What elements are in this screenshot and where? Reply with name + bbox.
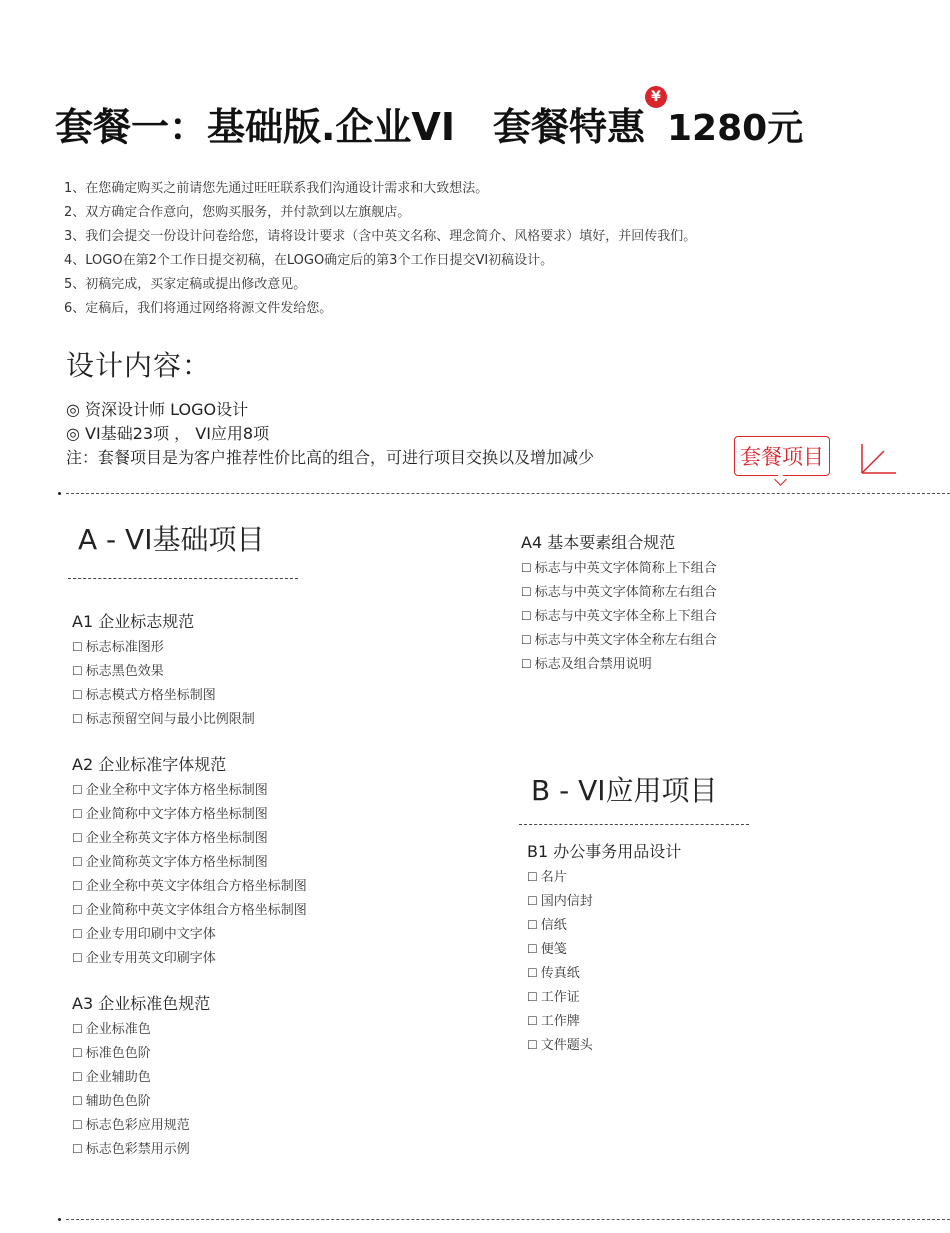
list-item: ☐ 传真纸 [527, 966, 580, 981]
arrow-icon [858, 440, 898, 476]
list-item: ☐ 企业简称中文字体方格坐标制图 [72, 807, 268, 822]
list-item: ☐ 标志与中英文字体简称上下组合 [521, 561, 717, 576]
checkbox-icon: ☐ [527, 1038, 538, 1052]
group-a4 [521, 530, 717, 676]
list-item: ☐ 企业辅助色 [72, 1070, 151, 1085]
list-item: ☐ 企业专用印刷中文字体 [72, 927, 216, 942]
checkbox-icon: ☐ [527, 894, 538, 908]
list-item: ☐ 国内信封 [527, 894, 593, 909]
section-divider [66, 493, 950, 494]
section-divider [66, 1219, 950, 1220]
yen-icon: ¥ [645, 86, 667, 108]
group-a1 [72, 609, 255, 731]
list-item: ☐ 标志与中英文字体全称左右组合 [521, 633, 717, 648]
process-steps [64, 177, 696, 321]
group-title: A1 企业标志规范 [72, 612, 195, 631]
list-item: ☐ 标志色彩应用规范 [72, 1118, 190, 1133]
group-title: A4 基本要素组合规范 [521, 533, 676, 552]
section-b-title: B - VI应用项目 [531, 774, 718, 807]
list-item: ☐ 信纸 [527, 918, 567, 933]
checkbox-icon: ☐ [72, 831, 83, 845]
design-content-list [66, 398, 594, 470]
checkbox-icon: ☐ [521, 609, 532, 623]
step-item: 4、LOGO在第2个工作日提交初稿，在LOGO确定后的第3个工作日提交VI初稿设计。 [64, 253, 554, 268]
page-title [55, 89, 804, 151]
list-item: ☐ 辅助色色阶 [72, 1094, 151, 1109]
step-item: 6、定稿后，我们将通过网络将源文件发给您。 [64, 301, 333, 316]
list-item: ☐ 文件题头 [527, 1038, 593, 1053]
list-item: ☐ 企业全称中英文字体组合方格坐标制图 [72, 879, 307, 894]
title-main: 套餐一：基础版.企业VI [55, 105, 455, 149]
checkbox-icon: ☐ [521, 657, 532, 671]
group-a3 [72, 991, 210, 1161]
group-title: A3 企业标准色规范 [72, 994, 211, 1013]
checkbox-icon: ☐ [527, 990, 538, 1004]
list-item: ☐ 工作牌 [527, 1014, 580, 1029]
list-item: ☐ 标志色彩禁用示例 [72, 1142, 190, 1157]
package-badge: 套餐项目 [734, 436, 830, 476]
list-item: ☐ 企业全称中文字体方格坐标制图 [72, 783, 268, 798]
checkbox-icon: ☐ [72, 879, 83, 893]
checkbox-icon: ☐ [72, 1094, 83, 1108]
list-item: ☐ 企业全称英文字体方格坐标制图 [72, 831, 268, 846]
design-line: ◎ 资深设计师 LOGO设计 [66, 400, 249, 419]
list-item: ☐ 标志与中英文字体简称左右组合 [521, 585, 717, 600]
checkbox-icon: ☐ [527, 1014, 538, 1028]
list-item: ☐ 标志预留空间与最小比例限制 [72, 712, 255, 727]
list-item: ☐ 名片 [527, 870, 567, 885]
price-value: 1280元 [667, 108, 804, 149]
list-item: ☐ 企业标准色 [72, 1022, 151, 1037]
group-b1 [527, 839, 681, 1057]
list-item: ☐ 便笺 [527, 942, 567, 957]
checkbox-icon: ☐ [527, 942, 538, 956]
checkbox-icon: ☐ [72, 1046, 83, 1060]
section-a-underline [68, 578, 298, 579]
divider-dot [58, 492, 61, 495]
checkbox-icon: ☐ [527, 966, 538, 980]
group-title: B1 办公事务用品设计 [527, 842, 682, 861]
checkbox-icon: ☐ [72, 1070, 83, 1084]
checkbox-icon: ☐ [521, 633, 532, 647]
list-item: ☐ 标志黑色效果 [72, 664, 164, 679]
list-item: ☐ 企业专用英文印刷字体 [72, 951, 216, 966]
checkbox-icon: ☐ [72, 903, 83, 917]
step-item: 2、双方确定合作意向，您购买服务，并付款到以左旗舰店。 [64, 205, 411, 220]
group-a2 [72, 752, 307, 970]
checkbox-icon: ☐ [527, 918, 538, 932]
checkbox-icon: ☐ [527, 870, 538, 884]
list-item: ☐ 企业简称英文字体方格坐标制图 [72, 855, 268, 870]
design-content-title: 设计内容： [66, 349, 212, 382]
list-item: ☐ 标志标准图形 [72, 640, 164, 655]
design-line: ◎ VI基础23项 ， VI应用8项 [66, 424, 270, 443]
section-a-title: A - VI基础项目 [78, 523, 265, 556]
checkbox-icon: ☐ [72, 712, 83, 726]
checkbox-icon: ☐ [521, 585, 532, 599]
checkbox-icon: ☐ [72, 664, 83, 678]
list-item: ☐ 标准色色阶 [72, 1046, 151, 1061]
checkbox-icon: ☐ [72, 640, 83, 654]
step-item: 3、我们会提交一份设计问卷给您，请将设计要求（含中英文名称、理念简介、风格要求）填好，并回传我们。 [64, 229, 697, 244]
checkbox-icon: ☐ [72, 807, 83, 821]
list-item: ☐ 标志模式方格坐标制图 [72, 688, 216, 703]
checkbox-icon: ☐ [72, 688, 83, 702]
title-special: 套餐特惠 [492, 105, 645, 149]
section-b-underline [519, 824, 749, 825]
list-item: ☐ 企业简称中英文字体组合方格坐标制图 [72, 903, 307, 918]
checkbox-icon: ☐ [72, 1142, 83, 1156]
checkbox-icon: ☐ [72, 927, 83, 941]
checkbox-icon: ☐ [72, 855, 83, 869]
checkbox-icon: ☐ [521, 561, 532, 575]
price [651, 89, 804, 151]
list-item: ☐ 标志及组合禁用说明 [521, 657, 652, 672]
group-title: A2 企业标准字体规范 [72, 755, 227, 774]
list-item: ☐ 工作证 [527, 990, 580, 1005]
checkbox-icon: ☐ [72, 1022, 83, 1036]
step-item: 1、在您确定购买之前请您先通过旺旺联系我们沟通设计需求和大致想法。 [64, 181, 489, 196]
checkbox-icon: ☐ [72, 951, 83, 965]
design-note: 注：套餐项目是为客户推荐性价比高的组合，可进行项目交换以及增加减少 [66, 448, 595, 467]
checkbox-icon: ☐ [72, 1118, 83, 1132]
checkbox-icon: ☐ [72, 783, 83, 797]
divider-dot [58, 1218, 61, 1221]
step-item: 5、初稿完成，买家定稿或提出修改意见。 [64, 277, 307, 292]
list-item: ☐ 标志与中英文字体全称上下组合 [521, 609, 717, 624]
